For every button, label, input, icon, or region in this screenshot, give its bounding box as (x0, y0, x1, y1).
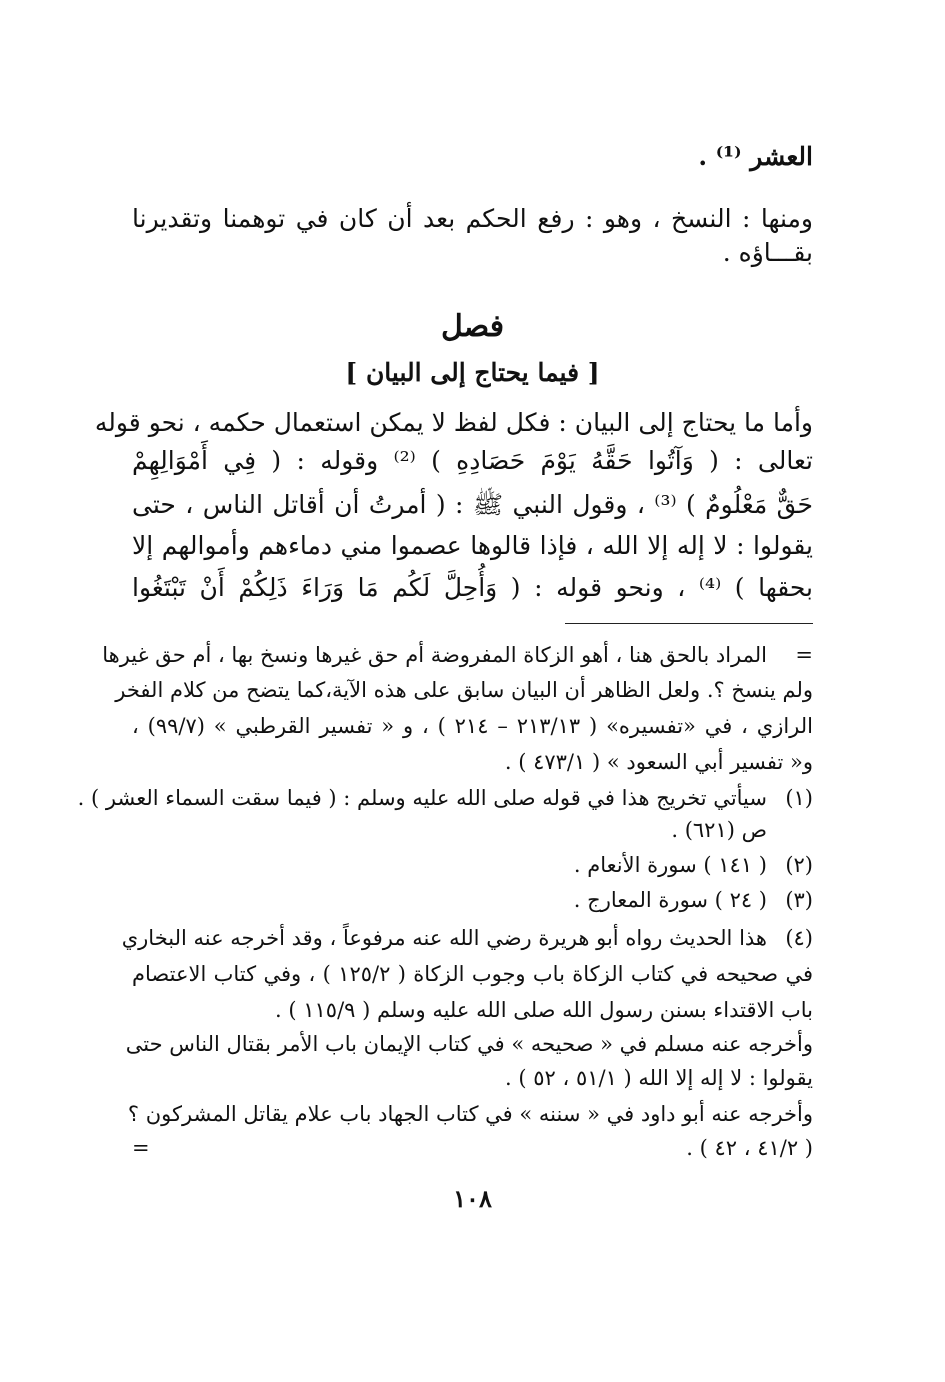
footnote-line: سيأتي تخريج هذا في قوله صلى الله عليه وسلم : ( فيما سقت السماء العشر ) . (77, 786, 767, 810)
footnote-line: في صحيحه في كتاب الزكاة باب وجوب الزكاة ( ١٢٥/٢ ) ، وفي كتاب الاعتصام (132, 962, 813, 986)
footnote-line: وأخرجه عنه مسلم في « صحيحه » في كتاب الإيمان باب الأمر بقتال الناس حتى (125, 1032, 813, 1056)
body-line-5: تعالى : ( وَآتُوا حَقَّهُ يَوْمَ حَصَادِهِ ) ⁽²⁾ وقوله : ( فِي أَمْوَالِهِمْ (132, 446, 813, 475)
footnote-number: (١) (785, 786, 813, 810)
footnote-line: يقولوا : لا إله إلا الله ( ٥١/١ ، ٥٢ ) . (505, 1066, 813, 1090)
footnote-line: و« تفسير أبي السعود » ( ٤٧٣/١ ) . (504, 750, 813, 774)
body-line-7: يقولوا : لا إله إلا الله ، فإذا قالوها عصموا مني دماءهم وأموالهم إلا (132, 531, 813, 560)
footnote-line: ص (٦٢١) . (671, 818, 767, 842)
footnote-line: ( ٤١/٢ ، ٤٢ ) . (686, 1136, 813, 1160)
footnote-line: هذا الحديث رواه أبو هريرة رضي الله عنه مرفوعاً ، وقد أخرجه عنه البخاري (121, 926, 767, 950)
footnote-line: باب الاقتداء بسنن رسول الله صلى الله عليه وسلم ( ١١٥/٩ ) . (275, 998, 813, 1022)
body-line-8: بحقها ) ⁽⁴⁾ ، ونحو قوله : ( وَأُحِلَّ لَكُم مَا وَرَاءَ ذَلِكُمْ أَنْ تَبْتَغُوا (132, 573, 814, 602)
body-line-3: بقـــاؤه . (722, 238, 813, 267)
footnote-line: الرازي ، في «تفسيره» ( ٢١٣/١٣ – ٢١٤ ) ، و « تفسير القرطبي » (٩٩/٧) ، (132, 714, 813, 738)
body-line-4: وأما ما يحتاج إلى البيان : فكل لفظ لا يمكن استعمال حكمه ، نحو قوله (94, 408, 813, 437)
page-number: ١٠٨ (453, 1184, 492, 1213)
footnote-line: ولم ينسخ ؟. ولعل الظاهر أن البيان سابق على هذه الآية،كما يتضح من كلام الفخر (115, 678, 813, 702)
continuation-marker: = (795, 643, 813, 667)
footnote-line: ( ٢٤ ) سورة المعارج . (573, 888, 767, 912)
footnote-number: (٣) (785, 888, 813, 912)
section-heading: فصل (440, 309, 505, 344)
body-line-6: حَقٌّ مَعْلُومٌ ) ⁽³⁾ ، وقول النبي ﷺ : ( أمرتُ أن أقاتل الناس ، حتى (132, 490, 813, 519)
body-line-1: العشر ⁽¹⁾ . (698, 142, 813, 171)
footnote-number: (٢) (785, 853, 813, 877)
section-subheading: [ فيما يحتاج إلى البيان ] (345, 358, 600, 387)
body-line-2: ومنها : النسخ ، وهو : رفع الحكم بعد أن كان في توهمنا وتقديرنا (132, 204, 813, 233)
footnote-line: وأخرجه عنه أبو داود في « سننه » في كتاب الجهاد باب علام يقاتل المشركون ؟ (127, 1102, 813, 1126)
footnote-divider (565, 623, 813, 624)
footnote-line: المراد بالحق هنا ، أهو الزكاة المفروضة أم حق غيرها ونسخ بها ، أم حق غيرها (102, 643, 767, 667)
footnote-number: (٤) (785, 926, 813, 950)
continuation-marker: = (132, 1136, 150, 1160)
footnote-line: ( ١٤١ ) سورة الأنعام . (573, 853, 767, 877)
